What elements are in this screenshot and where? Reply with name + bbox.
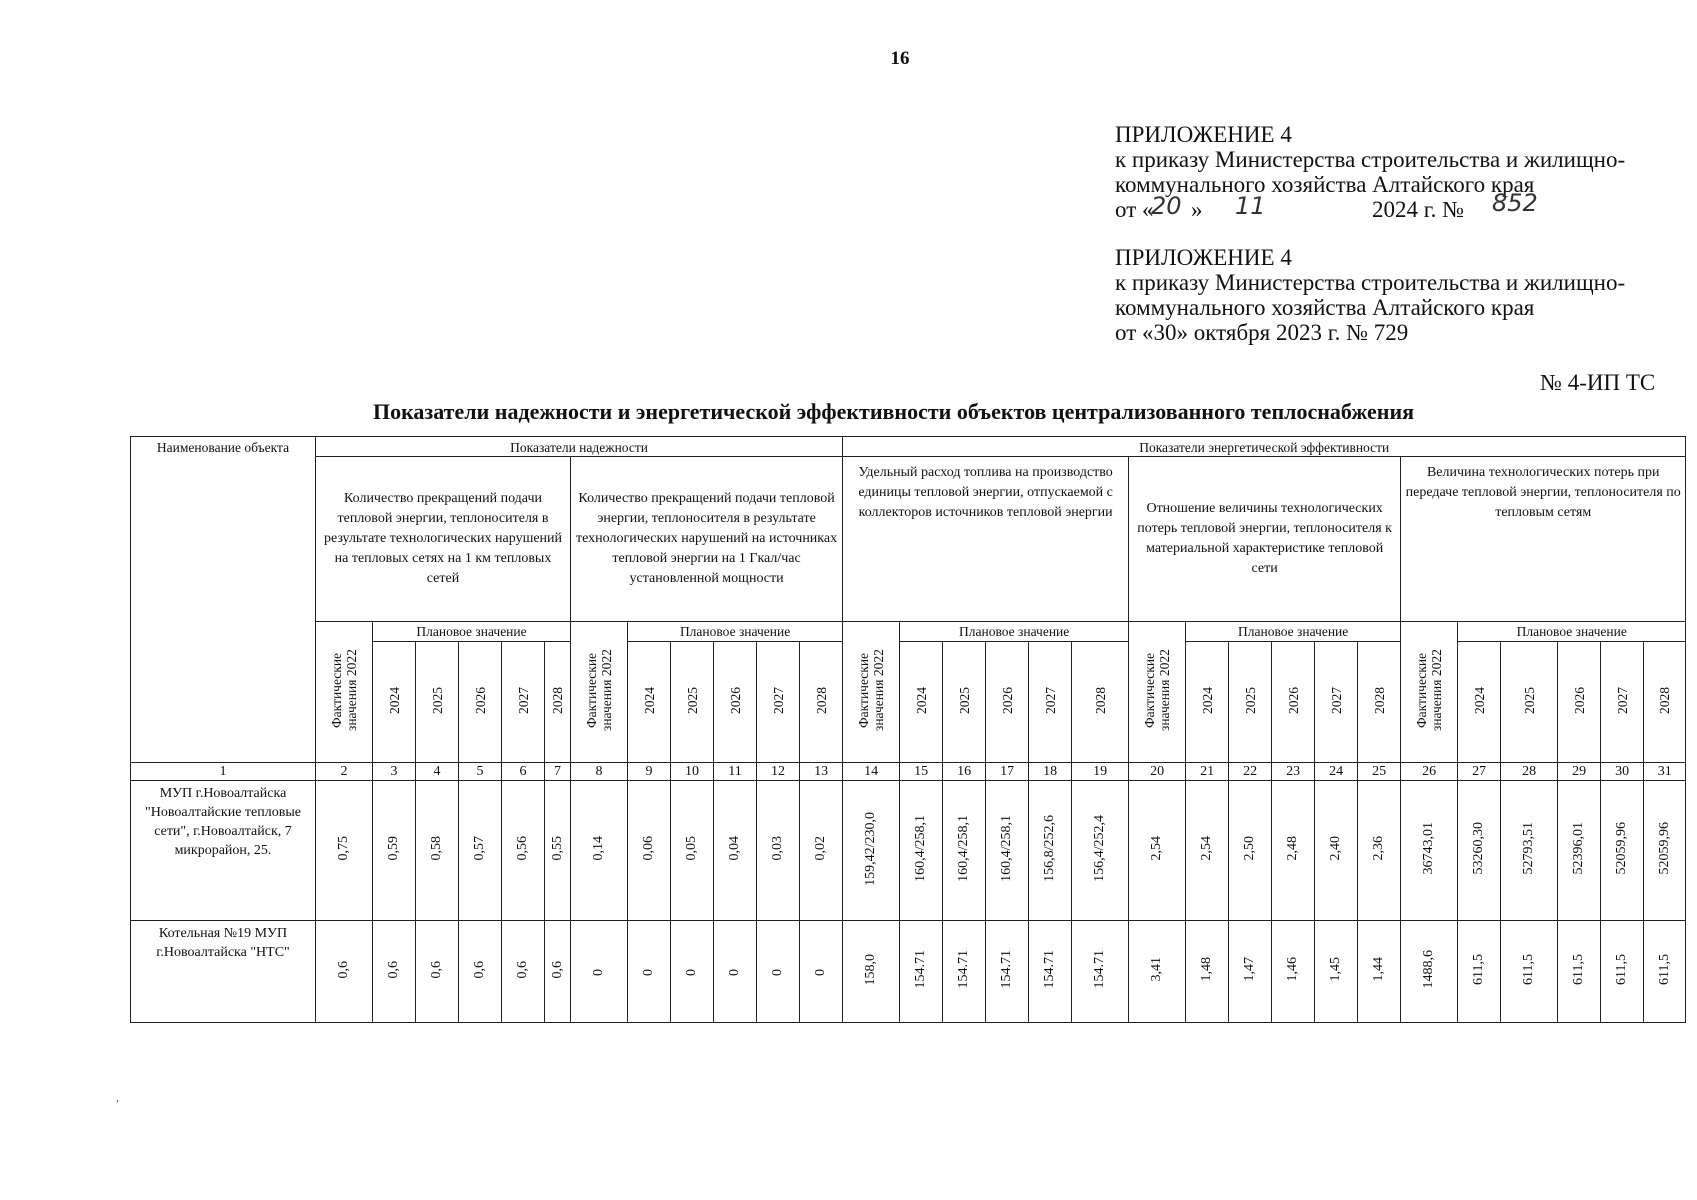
column-number: 13	[800, 763, 843, 781]
value-cell	[757, 921, 800, 1023]
handwritten-month: 11	[1235, 192, 1266, 220]
value-text: 0,58	[429, 836, 444, 861]
column-number: 4	[416, 763, 459, 781]
header-year	[800, 642, 843, 763]
value-cell	[1315, 921, 1358, 1023]
header-year-label: 2024	[1199, 686, 1215, 714]
date-year-number: 2024 г. №	[1372, 197, 1465, 222]
value-text: 611,5	[1614, 954, 1630, 985]
appendix-title: ПРИЛОЖЕНИЕ 4	[1115, 245, 1292, 270]
value-text: 611,5	[1571, 954, 1587, 985]
value-cell	[1644, 921, 1686, 1023]
header-year	[900, 642, 943, 763]
column-number: 23	[1272, 763, 1315, 781]
column-number: 17	[986, 763, 1029, 781]
header-year-label: 2028	[813, 686, 829, 714]
value-text: 1,44	[1371, 957, 1387, 982]
value-cell	[1644, 781, 1686, 921]
value-cell	[943, 781, 986, 921]
column-number: 25	[1358, 763, 1401, 781]
value-text: 1488,6	[1421, 950, 1437, 989]
header-year	[757, 642, 800, 763]
appendix-block-2024	[1115, 122, 1675, 223]
value-cell	[459, 921, 502, 1023]
value-cell	[373, 781, 416, 921]
column-number: 14	[843, 763, 900, 781]
header-year	[373, 642, 416, 763]
header-year	[1458, 642, 1501, 763]
header-fact-label: Фактические значения 2022	[584, 649, 614, 731]
value-cell	[843, 781, 900, 921]
value-text: 1,45	[1328, 957, 1344, 982]
value-text: 611,5	[1521, 954, 1537, 985]
value-text: 0,6	[472, 960, 487, 979]
value-cell	[1186, 921, 1229, 1023]
value-cell	[714, 921, 757, 1023]
column-number-row	[131, 763, 1686, 781]
header-planned-value: Плановое значение	[373, 622, 571, 642]
header-year	[1029, 642, 1072, 763]
value-cell	[1029, 781, 1072, 921]
column-number: 6	[502, 763, 545, 781]
header-year-label: 2025	[956, 686, 972, 714]
value-cell	[545, 921, 571, 1023]
header-year-label: 2026	[1571, 686, 1587, 714]
header-year-label: 2027	[1328, 686, 1344, 714]
header-fact-2022	[1129, 622, 1186, 763]
value-cell	[1272, 921, 1315, 1023]
header-year	[1501, 642, 1558, 763]
form-number: № 4-ИП ТС	[1540, 370, 1656, 395]
value-cell	[502, 781, 545, 921]
column-number: 16	[943, 763, 986, 781]
value-cell	[628, 781, 671, 921]
value-cell	[545, 781, 571, 921]
value-cell	[1315, 781, 1358, 921]
header-fact-label: Фактические значения 2022	[329, 649, 359, 731]
value-text: 156,4/252,4	[1092, 815, 1108, 882]
value-text: 2,54	[1149, 836, 1165, 861]
header-year	[1644, 642, 1686, 763]
column-number: 27	[1458, 763, 1501, 781]
header-year	[1315, 642, 1358, 763]
value-cell	[986, 921, 1029, 1023]
header-year	[1358, 642, 1401, 763]
value-text: 2,40	[1328, 836, 1344, 861]
value-text: 2,54	[1199, 836, 1215, 861]
value-text: 154.71	[1092, 950, 1108, 989]
header-year-label: 2025	[429, 686, 445, 714]
header-year-label: 2025	[1521, 686, 1537, 714]
value-cell	[671, 781, 714, 921]
header-year	[1601, 642, 1644, 763]
value-cell	[1072, 921, 1129, 1023]
value-cell	[1186, 781, 1229, 921]
date-prefix: от «	[1115, 197, 1154, 222]
handwritten-order-number: 852	[1492, 189, 1538, 217]
page-number: 16	[890, 48, 910, 69]
value-cell	[843, 921, 900, 1023]
value-cell	[1358, 921, 1401, 1023]
value-text: 611,5	[1471, 954, 1487, 985]
value-text: 0,6	[549, 960, 565, 979]
value-text: 0,6	[336, 960, 351, 979]
value-text: 1,46	[1285, 957, 1301, 982]
column-number: 30	[1601, 763, 1644, 781]
header-fact-label: Фактические значения 2022	[1414, 649, 1445, 731]
value-cell	[1029, 921, 1072, 1023]
header-year	[943, 642, 986, 763]
value-cell	[416, 781, 459, 921]
value-text: 0	[727, 968, 742, 976]
column-number: 7	[545, 763, 571, 781]
value-text: 0,14	[591, 836, 606, 861]
value-cell	[1558, 781, 1601, 921]
value-text: 2,50	[1242, 836, 1258, 861]
column-number: 8	[571, 763, 628, 781]
header-year	[1072, 642, 1129, 763]
appendix-line: коммунального хозяйства Алтайского края	[1115, 172, 1535, 197]
subheader-loss-ratio: Отношение величины технологических потерь тепловой энергии, теплоносителя к материальной характеристике тепловой сети	[1129, 457, 1401, 622]
column-number: 3	[373, 763, 416, 781]
value-cell	[373, 921, 416, 1023]
value-text: 52793,51	[1521, 822, 1537, 875]
value-text: 160,4/258,1	[913, 815, 929, 882]
value-cell	[986, 781, 1029, 921]
header-row-groups	[131, 437, 1686, 457]
value-text: 0	[813, 968, 829, 976]
header-fact-2022	[843, 622, 900, 763]
column-number: 26	[1401, 763, 1458, 781]
header-object-name: Наименование объекта	[131, 437, 316, 763]
value-cell	[1401, 921, 1458, 1023]
value-text: 52396,01	[1571, 822, 1587, 875]
value-cell	[900, 921, 943, 1023]
scan-mark: ,	[116, 1090, 119, 1104]
value-text: 156,8/252,6	[1042, 815, 1058, 882]
value-text: 0,56	[515, 836, 530, 861]
column-number: 24	[1315, 763, 1358, 781]
value-text: 0,6	[429, 960, 444, 979]
value-text: 1,47	[1242, 957, 1258, 982]
header-year-label: 2025	[684, 686, 700, 714]
header-year	[1229, 642, 1272, 763]
header-year-label: 2027	[1614, 686, 1630, 714]
value-text: 0,75	[336, 836, 351, 861]
appendix-title: ПРИЛОЖЕНИЕ 4	[1115, 122, 1292, 147]
column-number: 1	[131, 763, 316, 781]
table-row	[131, 921, 1686, 1023]
header-year	[459, 642, 502, 763]
column-number: 10	[671, 763, 714, 781]
value-text: 52059,96	[1656, 822, 1672, 875]
value-cell	[757, 781, 800, 921]
value-text: 0	[770, 968, 785, 976]
column-number: 11	[714, 763, 757, 781]
value-text: 160,4/258,1	[999, 815, 1015, 882]
value-cell	[502, 921, 545, 1023]
header-year-label: 2024	[386, 686, 402, 714]
header-planned-value: Плановое значение	[1186, 622, 1401, 642]
header-year-label: 2028	[1657, 686, 1673, 714]
header-fact-2022	[1401, 622, 1458, 763]
header-year-label: 2027	[515, 686, 531, 714]
value-cell	[1501, 921, 1558, 1023]
value-text: 0,04	[727, 836, 742, 861]
header-year	[502, 642, 545, 763]
appendix-line: к приказу Министерства строительства и жилищно-	[1115, 147, 1626, 172]
value-cell	[1129, 781, 1186, 921]
header-year-label: 2026	[1285, 686, 1301, 714]
date-suffix: »	[1191, 197, 1203, 222]
column-number: 31	[1644, 763, 1686, 781]
header-year-label: 2026	[999, 686, 1015, 714]
header-planned-value: Плановое значение	[1458, 622, 1686, 642]
header-year	[1186, 642, 1229, 763]
column-number: 21	[1186, 763, 1229, 781]
header-year	[714, 642, 757, 763]
value-text: 3,41	[1149, 957, 1165, 982]
value-text: 0,59	[386, 836, 401, 861]
header-year	[416, 642, 459, 763]
handwritten-day: 20	[1151, 192, 1182, 220]
header-year-label: 2028	[1371, 686, 1387, 714]
value-cell	[1601, 781, 1644, 921]
value-text: 2,48	[1285, 836, 1301, 861]
object-name-cell: МУП г.Новоалтайска "Новоалтайские тепловые сети", г.Новоалтайск, 7 микрорайон, 25.	[131, 781, 316, 921]
header-year	[1272, 642, 1315, 763]
value-cell	[1601, 921, 1644, 1023]
value-text: 1,48	[1199, 957, 1215, 982]
value-cell	[1558, 921, 1601, 1023]
value-cell	[316, 921, 373, 1023]
value-cell	[571, 921, 628, 1023]
value-text: 154.71	[1042, 950, 1058, 989]
value-text: 158,0	[863, 953, 879, 986]
value-cell	[316, 781, 373, 921]
header-planned-value: Плановое значение	[900, 622, 1129, 642]
value-cell	[1458, 921, 1501, 1023]
value-cell	[459, 781, 502, 921]
appendix-date-line	[1115, 189, 1675, 223]
column-number: 19	[1072, 763, 1129, 781]
document-title: Показатели надежности и энергетической эффективности объектов централизованного теплоснабжения	[372, 399, 1415, 424]
header-year	[1558, 642, 1601, 763]
indicators-table	[130, 436, 1686, 1023]
value-text: 0,6	[515, 960, 530, 979]
value-cell	[628, 921, 671, 1023]
appendix-line: от «30» октября 2023 г. № 729	[1115, 320, 1409, 345]
header-year-label: 2027	[1042, 686, 1058, 714]
header-year-label: 2028	[1092, 686, 1108, 714]
subheader-source-interruptions: Количество прекращений подачи тепловой энергии, теплоносителя в результате технологических нарушений на источниках тепловой энергии на 1 Гкал/час установленной мощности	[571, 457, 843, 622]
column-number: 2	[316, 763, 373, 781]
value-cell	[1072, 781, 1129, 921]
header-row-plan	[131, 622, 1686, 642]
column-number: 5	[459, 763, 502, 781]
value-text: 0,03	[770, 836, 785, 861]
subheader-network-interruptions: Количество прекращений подачи тепловой энергии, теплоносителя в результате технологических нарушений на тепловых сетях на 1 км тепловых сетей	[316, 457, 571, 622]
column-number: 18	[1029, 763, 1072, 781]
value-text: 154.71	[913, 950, 929, 989]
object-name-cell: Котельная №19 МУП г.Новоалтайска "НТС"	[131, 921, 316, 1023]
appendix-line: к приказу Министерства строительства и жилищно-	[1115, 270, 1626, 295]
value-cell	[1272, 781, 1315, 921]
column-number: 29	[1558, 763, 1601, 781]
header-year-label: 2025	[1242, 686, 1258, 714]
value-cell	[714, 781, 757, 921]
value-cell	[671, 921, 714, 1023]
appendix-line: коммунального хозяйства Алтайского края	[1115, 295, 1535, 320]
subheader-fuel-consumption: Удельный расход топлива на производство единицы тепловой энергии, отпускаемой с коллекторов источников тепловой энергии	[843, 457, 1129, 622]
value-text: 53260,30	[1471, 822, 1487, 875]
value-cell	[1458, 781, 1501, 921]
value-cell	[571, 781, 628, 921]
value-text: 0	[684, 968, 699, 976]
value-text: 0,57	[472, 836, 487, 861]
value-cell	[1129, 921, 1186, 1023]
column-number: 28	[1501, 763, 1558, 781]
value-cell	[900, 781, 943, 921]
header-fact-2022	[571, 622, 628, 763]
value-text: 611,5	[1656, 954, 1672, 985]
appendix-block-2023	[1115, 245, 1675, 345]
header-fact-2022	[316, 622, 373, 763]
value-text: 160,4/258,1	[956, 815, 972, 882]
column-number: 15	[900, 763, 943, 781]
value-cell	[1229, 781, 1272, 921]
header-year	[671, 642, 714, 763]
header-year-label: 2026	[727, 686, 743, 714]
column-number: 20	[1129, 763, 1186, 781]
value-text: 0,06	[641, 836, 656, 861]
header-year	[545, 642, 571, 763]
value-text: 159,42/230,0	[863, 811, 879, 886]
column-number: 22	[1229, 763, 1272, 781]
value-cell	[800, 921, 843, 1023]
header-year-label: 2028	[550, 686, 565, 714]
subheader-losses-value: Величина технологических потерь при передаче тепловой энергии, теплоносителя по тепловым сетям	[1401, 457, 1686, 622]
value-cell	[1401, 781, 1458, 921]
value-text: 154.71	[999, 950, 1015, 989]
header-reliability: Показатели надежности	[316, 437, 843, 457]
value-text: 2,36	[1371, 836, 1387, 861]
value-text: 0,02	[813, 836, 829, 861]
header-fact-label: Фактические значения 2022	[1142, 649, 1173, 731]
column-number: 12	[757, 763, 800, 781]
header-energy-efficiency: Показатели энергетической эффективности	[843, 437, 1686, 457]
header-year-label: 2024	[1471, 686, 1487, 714]
table-row	[131, 781, 1686, 921]
value-cell	[1358, 781, 1401, 921]
value-cell	[416, 921, 459, 1023]
value-cell	[800, 781, 843, 921]
header-year-label: 2026	[472, 686, 488, 714]
value-text: 0,55	[549, 836, 565, 861]
header-year-label: 2027	[770, 686, 786, 714]
value-text: 52059,96	[1614, 822, 1630, 875]
header-year	[986, 642, 1029, 763]
header-fact-label: Фактические значения 2022	[856, 649, 887, 731]
header-year	[628, 642, 671, 763]
value-text: 0,6	[386, 960, 401, 979]
value-text: 0	[591, 968, 606, 976]
header-planned-value: Плановое значение	[628, 622, 843, 642]
value-text: 154.71	[956, 950, 972, 989]
value-cell	[943, 921, 986, 1023]
header-row-subgroups	[131, 457, 1686, 622]
header-year-label: 2024	[913, 686, 929, 714]
column-number: 9	[628, 763, 671, 781]
value-text: 0	[641, 968, 656, 976]
value-text: 0,05	[684, 836, 699, 861]
header-year-label: 2024	[641, 686, 657, 714]
value-cell	[1229, 921, 1272, 1023]
value-text: 36743,01	[1421, 822, 1437, 875]
value-cell	[1501, 781, 1558, 921]
